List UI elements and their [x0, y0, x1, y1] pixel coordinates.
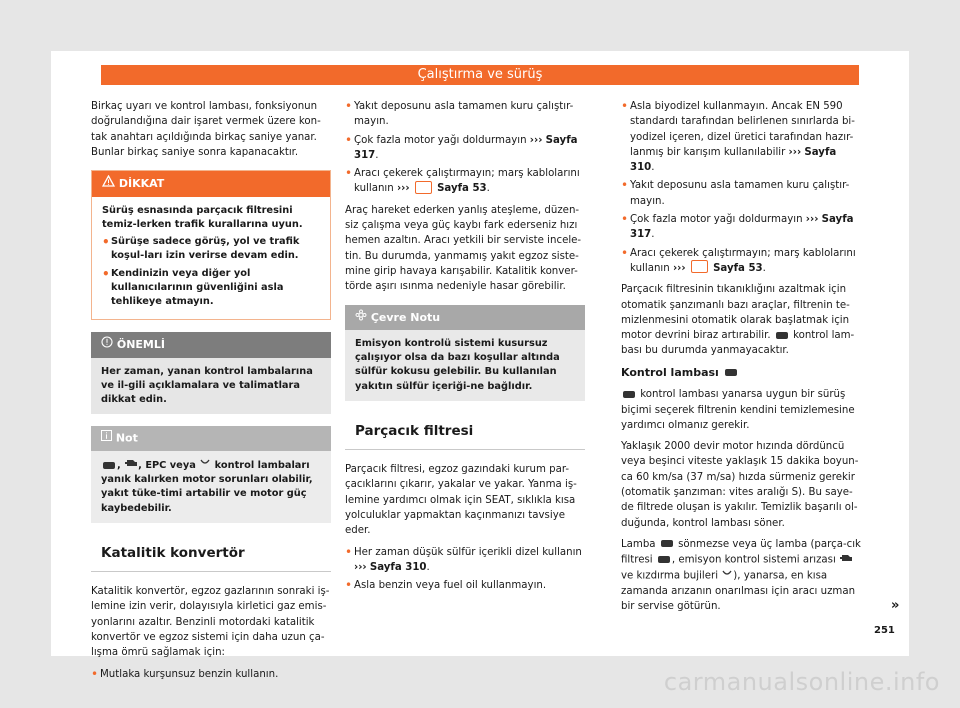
particle-filter-icon — [658, 556, 670, 563]
page-reference-link[interactable]: Sayfa 53 — [437, 183, 487, 195]
important-box — [91, 332, 331, 414]
list-item: • Çok fazla motor yağı doldurmayın ››› Sayfa 317. — [345, 133, 585, 164]
warning-title: DİKKAT — [118, 176, 165, 190]
note-text: kontrol lambaları yanık kalırken motor sorunları olabilir, yakıt tüke-timi artabilir ve motor güç kaybedebilir. — [101, 460, 313, 514]
leaf-icon — [355, 309, 367, 327]
page-header: Çalıştırma ve sürüş — [101, 65, 859, 85]
environment-header — [345, 305, 585, 331]
clogging-paragraph: Parçacık filtresinin tıkanıklığını azaltmak için otomatik şanzımanlı bazı araçlar, filtrenin te-mizlenmesini otomatik olarak başlatmak için motor devrini biraz artırabilir. kontrol lam-bası bu durumda yanmayacaktır. — [621, 284, 855, 357]
important-header — [91, 332, 331, 358]
glow-plug-icon — [721, 568, 733, 583]
list-item: • Asla biyodizel kullanmayın. Ancak EN 590 standardı tarafından belirlenen sınırlarda bi-yodizel içeren, dizel üretici tarafından hazır-lanmış bir karışım kullanılabilir ››› Sayfa 310. — [621, 99, 861, 175]
environment-text: Emisyon kontrolü sistemi kusursuz çalışıyor olsa da bazı koşullar altında sülfür kokusu gelebilir. Bu kullanılan yakıtın sülfür içeriği-ne bağlıdır. — [345, 330, 585, 401]
list-item: • Aracı çekerek çalıştırmayın; marş kablolarını kullanın ››› Sayfa 53. — [621, 246, 861, 277]
intro-paragraph: Birkaç uyarı ve kontrol lambası, fonksiyonun doğrulandığına dair işaret vermek üzere kon-tak anahtarı açıldığında birkaç saniye yanar. Bunlar birkaç saniye sonra kapanacaktır. — [91, 101, 321, 158]
page-reference-link[interactable]: Sayfa 310 — [630, 146, 837, 174]
glow-plug-icon — [199, 458, 211, 472]
warning-box — [91, 170, 331, 320]
list-item: • Her zaman düşük sülfür içerikli dizel kullanın ››› Sayfa 310. — [345, 545, 585, 576]
info-circle-icon — [101, 336, 113, 354]
continue-marker: » — [891, 598, 900, 613]
info-square-icon — [101, 430, 112, 447]
lamp-paragraph: kontrol lambası yanarsa uygun bir sürüş biçimi seçerek filtrenin kendini temizlemesine yardımcı olmanız gerekir. — [621, 389, 855, 431]
important-title: ÖNEMLİ — [116, 337, 165, 351]
warning-text: Sürüş esnasında parçacık filtresini temiz-lerken trafik kurallarına uyun. — [102, 204, 303, 230]
warning-item: • Kendinizin veya diğer yol kullanıcılarının güvenliğini asla tehlikeye atmayın. — [102, 267, 320, 310]
lamp-failure-paragraph: Lamba sönmezse veya üç lamba (parça-cık filtresi , emisyon kontrol sistemi arızası ve kızdırma bujileri ), yanarsa, en kısa zamanda arızanın onarılması için aracı uzman bir servise götürün. — [621, 538, 861, 613]
page-reference-link[interactable]: Sayfa 317 — [354, 134, 578, 161]
important-text: Her zaman, yanan kontrol lambalarına ve il-gili açıklamalara ve talimatlara dikkat edin. — [91, 358, 331, 415]
page-number: 251 — [874, 625, 895, 636]
epc-label: EPC — [145, 460, 167, 472]
engine-icon — [124, 458, 138, 472]
page-reference-link[interactable]: Sayfa 310 — [369, 561, 427, 573]
subheading-warning-lamp: Kontrol lambası — [621, 365, 861, 382]
note-header — [91, 426, 331, 451]
warning-item: • Sürüşe sadece görüş, yol ve trafik koşul-ları izin verirse devam edin. — [102, 235, 320, 263]
manual-book-icon — [691, 260, 708, 273]
column-2 — [345, 99, 585, 597]
particle-filter-icon — [103, 462, 115, 469]
list-item: • Yakıt deposunu asla tamamen kuru çalıştır-mayın. — [345, 99, 585, 130]
watermark: carmanualsonline.info — [663, 668, 940, 696]
list-item: • Asla benzin veya fuel oil kullanmayın. — [345, 578, 585, 593]
list-item: • Çok fazla motor yağı doldurmayın ››› Sayfa 317. — [621, 212, 861, 243]
misfire-paragraph: Araç hareket ederken yanlış ateşleme, düzen-siz çalışma veya güç kaybı fark ederseniz hızı hemen azaltın. Aracı yetkili bir serviste incele-tin. Bu durumda, yanmamış yakıt egzoz siste-mine girip havaya karışabilir. Katalitik konver-törde aşırı ısınma nedeniyle hasar görebilir. — [345, 204, 582, 293]
environment-note-box — [345, 305, 585, 401]
driving-paragraph: Yaklaşık 2000 devir motor hızında dördüncü veya beşinci viteste yaklaşık 15 dakika boyun-ca 60 km/sa (37 m/sa) hızda sürmeniz gerekir (otomatik şanzıman: vites aralığı S). Bu saye-de filtrede oluşan is yakılır. Temizlik başarılı ol-duğunda, kontrol lambası söner. — [621, 441, 859, 529]
note-title: Not — [115, 431, 138, 445]
note-body: , , EPC veya kontrol lambaları yanık kalırken motor sorunları olabilir, yakıt tüke-timi artabilir ve motor güç kaybedebilir. — [91, 451, 331, 523]
page-reference-link[interactable]: Sayfa 317 — [630, 214, 854, 241]
warning-header — [92, 171, 330, 197]
engine-icon — [839, 552, 853, 567]
warning-body — [92, 197, 330, 319]
manual-book-icon — [415, 181, 432, 194]
list-item: • Mutlaka kurşunsuz benzin kullanın. — [91, 667, 331, 682]
column-1 — [91, 99, 331, 685]
note-box — [91, 426, 331, 523]
list-item: • Yakıt deposunu asla tamamen kuru çalıştır-mayın. — [621, 178, 861, 209]
environment-title: Çevre Notu — [370, 310, 441, 324]
particle-filter-icon — [776, 332, 788, 339]
particle-filter-icon — [623, 391, 635, 398]
list-item: • Aracı çekerek çalıştırmayın; marş kablolarını kullanın ››› Sayfa 53. — [345, 166, 585, 197]
section-title-particle-filter: Parçacık filtresi — [345, 415, 585, 450]
manual-page — [51, 51, 909, 680]
page-reference-link[interactable]: Sayfa 53 — [713, 262, 763, 274]
warning-triangle-icon — [102, 175, 115, 193]
column-3 — [621, 99, 861, 621]
particle-filter-icon — [661, 540, 673, 547]
catalytic-paragraph: Katalitik konvertör, egzoz gazlarının sonraki iş-lemine izin verir, dolayısıyla kirletici gaz emis-yonlarını azaltır. Benzinli motordaki katalitik konvertör ve egzoz sistemi için daha uzun ça-lışma ömrü sağlamak için: — [91, 586, 330, 659]
particle-filter-paragraph: Parçacık filtresi, egzoz gazındaki kurum par-çacıklarını çıkarır, yakalar ve yakar. Yanma iş-lemine yardımcı olmak için SEAT, sıklıkla kısa yolculuklar yapmaktan kaçınmanızı tavsiye eder. — [345, 464, 577, 537]
particle-filter-icon — [725, 369, 737, 376]
section-title-catalytic: Katalitik konvertör — [91, 537, 331, 572]
